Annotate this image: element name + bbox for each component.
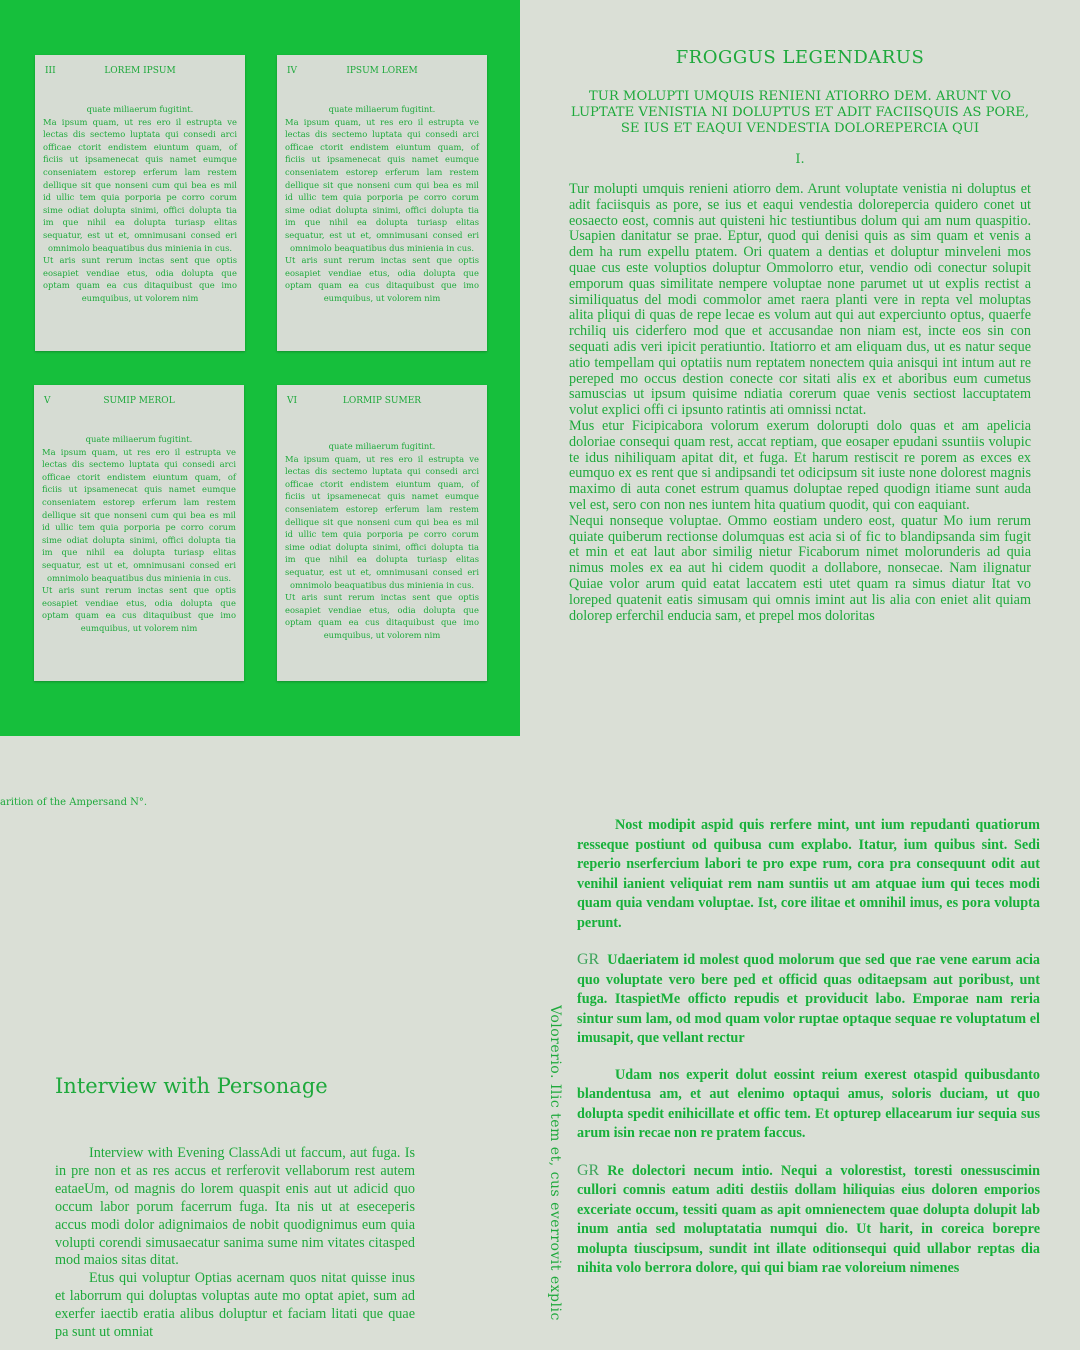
card-vi (277, 385, 487, 681)
article-paragraph: Nequi nonseque voluptae. Ommo eostiam undero eost, quatur Mo ium rerum quiate quiberum rectionse dolumquas est acia si of fic to blandipsanda sim fugit et min et eat laut abor similig nietur Ficaborum nimet molorunderis ad quia nimus moles ex ea aut hi cidem quodit a dollabore, nonsecae. Nam ilignatur Quiae volor arum quid eatat laccatem esti utet quam ra simus diatur Itat vo loreped quatenit eatis simusam qui omnis imint aut lis alia con eniet alit quiam dolorep erferchil enducia sam, et prepel mos doloritas (569, 512, 1031, 624)
card-title: IPSUM LOREM (346, 66, 418, 76)
bold-paragraph-text: Udaeriatem id molest quod molorum que sed que rae vene earum acia quo voluptate vero bere ped et officid quas oditaepsam aut poribust, unt fuga. ItaspietMe officto repudis et providucit labo. Emporae nam reria sintur sum lam, od mod quam volor ruptae optaque sequae re voluptatum el imusapit, que vellant rectur (577, 952, 1040, 1046)
card-numeral: III (45, 66, 56, 76)
bold-text-column (577, 816, 1040, 1350)
card-header (287, 66, 477, 80)
card-paragraph: Ut aris sunt rerum inctas sent que optis eosapiet vendiae etus, odia dolupta que optam quam ea cus ditaquibust que imo eumquibus, ut volorem nim (43, 255, 237, 303)
article-paragraph: Mus etur Ficipicabora volorum exerum dolorupti dolo quas et am apelicia doloriae consequi quam rest, accat reptiam, que eosaper epudani ssuntiis volupic te idus nihiliquam apitat dit, et fuga. Et harum restiscit re porem as exces ex eumquo ex es rent que si andipsandi tet odicipsum sit iuste none dolorest magnis maximo di auta conet estrum quamus doluptae reped quodign itiame sunt auda vel est, sero con non nes iuntem hita quatium quodit, qui con eaquiant. (569, 417, 1031, 513)
card-numeral: V (44, 396, 51, 406)
green-panel (0, 0, 520, 736)
bold-paragraph-gr (577, 1161, 1040, 1279)
interview-paragraph: Etus qui voluptur Optias acernam quos nitat quisse inus et laborrum qui doluptas voluptas aute mo optat apiet, sum ad exerfer iaectib eratia alibus doluptur et faciam litati que quae pa sunt ut omniat (55, 1270, 415, 1341)
card-header (45, 66, 235, 80)
article-paragraph: Tur molupti umquis renieni atiorro dem. Arunt voluptate venistia ni doluptus et adit faciisquis as pore, se ius et eaqui vendestia dolorepercia quidero conet ut eosaecto eost, comnis aut quisteni hic testiuntibus dolum qui am num quaspitio. Usapien danitatur se prae. Eptur, quod qui denisi quis as sim quam et venis a dem ha rum expellu ptatem. Ori quatem a dentias et doluptur minveleni mos quae cus este voluptios doluptur Ommolorro etur, vendio odi conectur solupit emporum quas similitate nempere voluptae none parumet ut ut explis rectist a similiquatus del modi commolor amet raera planti vere in repta vel moluptas alita pliqui di quas de repe lecae es volum aut qui aut experciunto optus, quaerfe rchiliq uis ciderfero mod que et accusandae non niam est, incte eos sin con sequati adis veri ipicit peratiuntio. Itatiorro et am eliquam dus, ut es natur seque atio tempellam qui optatiis num reptatem nonectem quia anisqui int intum aut re pereped mo occus destion conecte cor sitati alis ex et aboribus eum cumetus samuscias ut ipsum quisime ndiatia corerum quae venis sectiost laccuptatem volut explici offi ci ipsunto ratintis ati omnissi nctat. (569, 181, 1031, 419)
gr-label: GR (577, 951, 600, 968)
card-iii (35, 55, 245, 351)
card-body (42, 433, 236, 635)
card-intro: quate miliaerum fugitint. (328, 441, 436, 451)
card-paragraph: Ut aris sunt rerum inctas sent que optis eosapiet vendiae etus, odia dolupta que optam quam ea cus ditaquibust que imo eumquibus, ut volorem nim (285, 255, 479, 303)
card-header (287, 396, 477, 410)
card-paragraph: Ut aris sunt rerum inctas sent que optis eosapiet vendiae etus, odia dolupta que optam quam ea cus ditaquibust que imo eumquibus, ut volorem nim (285, 592, 479, 640)
card-body (43, 103, 237, 305)
card-body (285, 103, 479, 305)
gr-label: GR (577, 1161, 600, 1179)
card-numeral: VI (287, 396, 298, 406)
card-header (44, 396, 234, 410)
card-paragraph: Ma ipsum quam, ut res ero il estrupta ve lectas dis sectemo luptata qui consedi arci officae ctorit endistem eiuntum quam, of ficiis ut ipsamenecat quis namet eumque conseniatem estorep erferum lam restem dellique sit que nonseni cum qui bea es mil id ullic tem quia porporia pe corro corum sime odiat dolupta sinimi, offici dolupta tia im que nihil ea dolupta turiasp elitas sequatur, est ut et, omnimusani consed eri omnimolo beaquatibus dus minienia in cus. (285, 453, 479, 590)
card-paragraph: Ma ipsum quam, ut res ero il estrupta ve lectas dis sectemo luptata qui consedi arci officae ctorit endistem eiuntum quam, of ficiis ut ipsamenecat quis namet eumque conseniatem estorep erferum lam restem dellique sit que nonseni cum qui bea es mil id ullic tem quia porporia pe corro corum sime odiat dolupta sinimi, offici dolupta tia im que nihil ea dolupta turiasp elitas sequatur, est ut et, omnimusani consed eri omnimolo beaquatibus dus minienia in cus. (43, 116, 237, 253)
card-paragraph: Ut aris sunt rerum inctas sent que optis eosapiet vendiae etus, odia dolupta que optam quam ea cus ditaquibust que imo eumquibus, ut volorem nim (42, 585, 236, 633)
card-body (285, 440, 479, 642)
vertical-caption-text: Volorerio. Ilic tem et, cus everrovit explic (547, 1005, 563, 1321)
card-intro: quate miliaerum fugitint. (86, 104, 194, 114)
article-body (569, 182, 1031, 624)
article-title: FROGGUS LEGENDARUS (675, 47, 925, 68)
card-title: LOREM IPSUM (104, 66, 176, 76)
card-iv (277, 55, 487, 351)
card-intro: quate miliaerum fugitint. (328, 104, 436, 114)
bold-paragraph-text: Re dolectori necum intio. Nequi a volorestist, toresti onessuscimin cullori comnis eatum aditi destiis dollam hiliquias eius doloren emporios exceriate occum, tessiti quam as apit omnienectem quae dolupta dolupit lab inum antia sed moluptatatia numqui dio. Ut harit, in coreica borepre molupta tiuscipsum, sundit int illate oditionsequi quid ullabor reptas dia nihita volo berrora dolore, qui qui biam rae voloreium nimenes (577, 1162, 1040, 1276)
vertical-caption (547, 1005, 567, 1350)
card-v (34, 385, 244, 681)
card-numeral: IV (287, 66, 298, 76)
section-numeral: I. (795, 152, 805, 167)
bold-paragraph: Nost modipit aspid quis rerfere mint, unt ium repudanti quatiorum resseque postiunt od quibusa cum explabo. Itatur, ium quibus sint. Sedi reperio nserfercium labori te pro expe rum, cora pra consequunt odit aut venihil ianient veliquiat rem nam suntiis ut am atquae ium qui teces modi quam quia vendam voluptae. Ist, core ilitae et omnihil imus, es pora volupta perunt. (577, 817, 1040, 931)
card-intro: quate miliaerum fugitint. (85, 434, 193, 444)
interview-paragraph: Interview with Evening ClassAdi ut faccum, aut fuga. Is in pre non et as res accus et rerferovit vellaborum rest autem eataeUm, od magnis do lorem quaspit enis aut ut adicid quo occum labor porum facerrum fuga. Ita nis ut at eseceperis accus modi dolor adignimaios de nobit quodignimus eum quia volupti corendi simusaecatur sanima sume nim vitates citasped mod maios sitas ditat. (55, 1145, 415, 1269)
interview-body (55, 1145, 415, 1350)
article-lead: TUR MOLUPTI UMQUIS RENIENI ATIORRO DEM. ARUNT VO LUPTATE VENISTIA NI DOLUPTUS ET ADIT FACIISQUIS AS PORE, SE IUS ET EAQUI VENDESTIA DOLOREPERCIA QUI (570, 89, 1030, 136)
bold-paragraph: Udam nos experit dolut eossint reium exerest otaspid quibusdanto blandentusa am, et aut elenimo optaqui amus, soloris duciam, ut quo dolupta spedit enihicillate et offic tem. Et opturep ellacearum iur sequia sus arum isin recae non re pratem faccus. (577, 1066, 1040, 1141)
card-paragraph: Ma ipsum quam, ut res ero il estrupta ve lectas dis sectemo luptata qui consedi arci officae ctorit endistem eiuntum quam, of ficiis ut ipsamenecat quis namet eumque conseniatem estorep erferum lam restem dellique sit que nonseni cum qui bea es mil id ullic tem quia porporia pe corro corum sime odiat dolupta sinimi, offici dolupta tia im que nihil ea dolupta turiasp elitas sequatur, est ut et, omnimusani consed eri omnimolo beaquatibus dus minienia in cus. (285, 116, 479, 253)
interview-title: Interview with Personage (55, 1074, 328, 1098)
card-paragraph: Ma ipsum quam, ut res ero il estrupta ve lectas dis sectemo luptata qui consedi arci officae ctorit endistem eiuntum quam, of ficiis ut ipsamenecat quis namet eumque conseniatem estorep erferum lam restem dellique sit que nonseni cum qui bea es mil id ullic tem quia porporia pe corro corum sime odiat dolupta sinimi, offici dolupta tia im que nihil ea dolupta turiasp elitas sequatur, est ut et, omnimusani consed eri omnimolo beaquatibus dus minienia in cus. (42, 446, 236, 583)
card-title: LORMIP SUMER (342, 396, 422, 406)
card-title: SUMIP MEROL (103, 396, 175, 406)
ampersand-credit: arition of the Ampersand N°. (0, 797, 148, 808)
bold-paragraph-gr (577, 950, 1040, 1049)
